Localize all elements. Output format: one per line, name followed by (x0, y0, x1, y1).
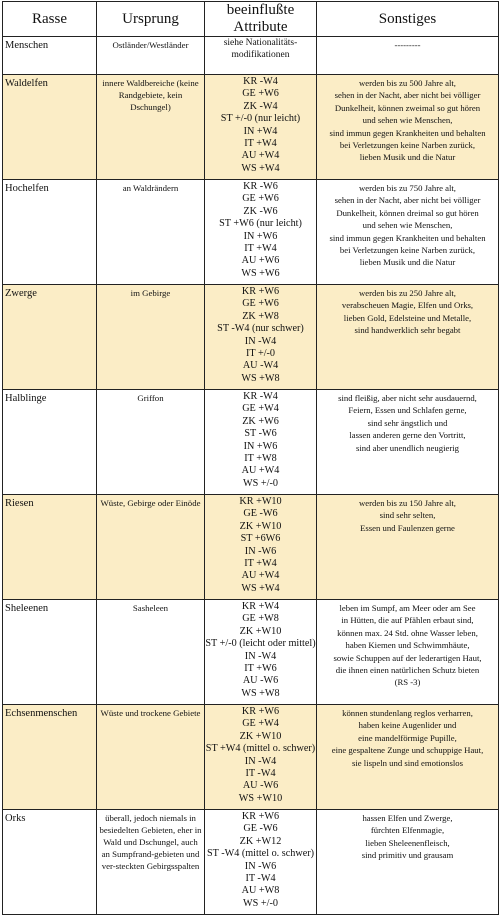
race-name: Zwerge (3, 285, 97, 390)
race-notes (317, 495, 499, 600)
note-line: sehen in der Nacht, aber nicht bei völliger (334, 90, 481, 101)
table-row (3, 37, 499, 75)
attribute-line: IT +W4 (244, 243, 277, 255)
races-table-sheet (2, 1, 498, 915)
attribute-line: KR +W4 (241, 601, 280, 612)
attribute-line: GE +W6 (242, 298, 279, 310)
attribute-line: GE +W4 (242, 718, 279, 730)
note-line: sind sehr selten, (379, 510, 436, 521)
attribute-line: ZK -W4 (243, 100, 278, 112)
attribute-line: AU +W6 (241, 255, 280, 267)
race-notes (317, 705, 499, 810)
note-line: und sehen wie Menschen, (362, 115, 453, 126)
race-name: Orks (3, 810, 97, 915)
attribute-line: ZK +W10 (239, 730, 282, 742)
attribute-line: KR -W4 (243, 391, 278, 402)
attribute-line: IN -W4 (244, 650, 277, 662)
race-attributes (205, 810, 317, 915)
note-line: sind sehr ängstlich und (367, 417, 448, 428)
attribute-line: IN -W4 (244, 755, 277, 767)
race-attributes (205, 75, 317, 180)
attribute-line: IT +/-0 (245, 348, 276, 360)
attribute-line: WS +W8 (241, 687, 280, 699)
race-name: Hochelfen (3, 180, 97, 285)
race-origin: im Gebirge (97, 285, 205, 390)
note-line: bei Verletzungen keine Narben zurück, (339, 140, 476, 151)
note-line: leben im Sumpf, am Meer oder am See (339, 603, 476, 613)
table-row (3, 600, 499, 705)
note-line: sind immun gegen Krankheiten und behalten (329, 232, 486, 243)
attribute-line: IT +W4 (244, 138, 277, 150)
attribute-line: WS +W8 (241, 372, 280, 384)
attribute-line: IT +W4 (244, 558, 277, 570)
note-line: sind fleißig, aber nicht sehr ausdauernd, (338, 393, 477, 403)
note-line: fürchten Elfenmagie, (370, 825, 445, 836)
attribute-line: ST +W4 (mittel o. schwer) (205, 743, 316, 755)
race-name: Halblinge (3, 390, 97, 495)
race-notes (317, 75, 499, 180)
attribute-line: IT +W8 (244, 453, 277, 465)
race-name: Menschen (3, 37, 97, 75)
attribute-line: IN -W6 (244, 545, 277, 557)
attribute-line: KR -W6 (243, 181, 278, 192)
note-line: lieben Sheleenenfleisch, (365, 837, 450, 848)
note-line: und sehen wie Menschen, (362, 220, 453, 231)
note-line: sind aber unendlich neugierig (355, 442, 459, 453)
header-ursprung: Ursprung (97, 2, 205, 37)
attribute-line: AU -W6 (242, 675, 279, 687)
attribute-line: GE +W8 (242, 613, 279, 625)
attribute-line: IN -W6 (244, 860, 277, 872)
table-row (3, 285, 499, 390)
race-origin: Griffon (97, 390, 205, 495)
race-origin: Ostländer/Westländer (97, 37, 205, 75)
attribute-line: ZK +W10 (239, 625, 282, 637)
attribute-line: AU +W4 (241, 570, 280, 582)
race-origin: innere Waldbereiche (keine Randgebiete, kein Dschungel) (97, 75, 205, 180)
note-line: sowie Schuppen auf der lederartigen Haut, (333, 652, 482, 663)
note-line: verabscheuen Magie, Elfen und Orks, (341, 300, 474, 311)
table-row (3, 75, 499, 180)
note-line: lieben Musik und die Natur (359, 152, 456, 163)
note-line: haben Kiemen und Schwimmhäute, (345, 640, 470, 651)
note-line: können stundenlang reglos verharren, (342, 708, 473, 718)
attribute-line: AU +W4 (241, 150, 280, 162)
races-table (2, 1, 499, 915)
note-line: sehen in der Nacht, aber nicht bei völliger (334, 195, 481, 206)
race-notes (317, 390, 499, 495)
attribute-line: KR -W4 (243, 76, 278, 87)
attribute-line: WS +/-0 (243, 897, 278, 909)
races-table-body (3, 37, 499, 915)
attribute-line: ST -W4 (mittel o. schwer) (206, 848, 315, 860)
race-origin: an Waldrändern (97, 180, 205, 285)
note-line: Feiern, Essen und Schlafen gerne, (348, 405, 467, 416)
table-row (3, 810, 499, 915)
race-origin: Sasheleen (97, 600, 205, 705)
note-line: sind handwerklich sehr begabt (354, 325, 461, 336)
note-line: haben keine Augenlider und (358, 720, 457, 731)
race-attributes (205, 285, 317, 390)
note-line: --------- (394, 40, 421, 50)
attribute-line: modifikationen (231, 49, 290, 60)
attribute-line: ST -W4 (nur schwer) (217, 323, 304, 335)
attribute-line: WS +W4 (241, 582, 280, 594)
attribute-line: GE +W4 (242, 403, 279, 415)
header-attribute: beeinflußte Attribute (205, 2, 317, 37)
note-line: werden bis zu 150 Jahre alt, (359, 498, 456, 508)
note-line: eine gespaltene Zunge und schuppige Haut, (331, 745, 484, 756)
attribute-line: WS +W6 (241, 267, 280, 279)
note-line: eine mandelförmige Pupille, (358, 732, 457, 743)
attribute-line: ST +W6 (nur leicht) (219, 218, 302, 230)
header-row (3, 2, 499, 37)
attribute-line: ZK +W12 (239, 835, 282, 847)
attribute-line: IN +W4 (243, 125, 278, 137)
race-origin: Wüste und trockene Gebiete (97, 705, 205, 810)
race-notes (317, 600, 499, 705)
race-attributes (205, 390, 317, 495)
note-line: hassen Elfen und Zwerge, (362, 813, 453, 823)
note-line: Dunkelheit, können dreimal so gut hören (336, 207, 479, 218)
attribute-line: siehe Nationalitäts- (223, 38, 298, 48)
attribute-line: AU -W4 (242, 360, 279, 372)
attribute-line: WS +/-0 (243, 477, 278, 489)
race-notes (317, 37, 499, 75)
attribute-line: IN -W4 (244, 335, 277, 347)
table-row (3, 705, 499, 810)
table-row (3, 180, 499, 285)
attribute-line: IT +W6 (244, 663, 277, 675)
note-line: Essen und Faulenzen gerne (360, 522, 455, 533)
attribute-line: IN +W6 (243, 230, 278, 242)
attribute-line: IT -W4 (245, 768, 276, 780)
race-notes (317, 810, 499, 915)
attribute-line: WS +W4 (241, 162, 280, 174)
note-line: sind immun gegen Krankheiten und behalten (329, 127, 486, 138)
attribute-line: KR +W6 (241, 706, 280, 717)
attribute-line: ST +/-0 (leicht oder mittel) (205, 638, 316, 650)
attribute-line: GE -W6 (243, 508, 278, 520)
attribute-line: GE +W6 (242, 88, 279, 100)
note-line: lassen anderen gerne den Vortritt, (349, 430, 466, 441)
note-line: werden bis zu 500 Jahre alt, (359, 78, 456, 88)
race-origin: Wüste, Gebirge oder Einöde (97, 495, 205, 600)
race-attributes (205, 180, 317, 285)
race-notes (317, 285, 499, 390)
attribute-line: ZK +W6 (242, 415, 279, 427)
attribute-line: KR +W6 (241, 286, 280, 297)
race-name: Echsenmenschen (3, 705, 97, 810)
attribute-line: ST -W6 (244, 428, 277, 440)
note-line: Dunkelheit, können zweimal so gut hören (334, 102, 481, 113)
note-line: sie lispeln und sind emotionslos (351, 757, 463, 768)
attribute-line: ST +6W6 (240, 533, 281, 545)
attribute-line: ST +/-0 (nur leicht) (220, 113, 301, 125)
header-sonstiges: Sonstiges (317, 2, 499, 37)
header-rasse: Rasse (3, 2, 97, 37)
note-line: bei Verletzungen keine Narben zurück, (339, 245, 476, 256)
note-line: die ihnen einen natürlichen Schutz bieten (335, 665, 480, 676)
attribute-line: KR +W10 (239, 496, 282, 507)
attribute-line: IN +W6 (243, 440, 278, 452)
race-origin: überall, jedoch niemals in besiedelten Gebieten, eher in Wald und Dschungel, auch an Sumpfrand-gebieten und ver-steckten Gebirgsspalten (97, 810, 205, 915)
attribute-line: GE -W6 (243, 823, 278, 835)
race-attributes (205, 37, 317, 75)
race-attributes (205, 495, 317, 600)
race-notes (317, 180, 499, 285)
attribute-line: AU +W4 (241, 465, 280, 477)
race-attributes (205, 600, 317, 705)
attribute-line: KR +W6 (241, 811, 280, 822)
attribute-line: GE +W6 (242, 193, 279, 205)
attribute-line: ZK +W8 (242, 310, 279, 322)
table-row (3, 390, 499, 495)
race-name: Riesen (3, 495, 97, 600)
attribute-line: IT -W4 (245, 873, 276, 885)
attribute-line: AU -W6 (242, 780, 279, 792)
note-line: werden bis zu 750 Jahre alt, (359, 183, 456, 193)
attribute-line: WS +W10 (238, 792, 283, 804)
note-line: können max. 24 Std. ohne Wasser leben, (337, 627, 478, 638)
race-name: Sheleenen (3, 600, 97, 705)
note-line: in Hütten, die auf Pfählen erbaut sind, (341, 615, 474, 626)
note-line: lieben Gold, Edelsteine und Metalle, (343, 312, 472, 323)
note-line: (RS -3) (394, 677, 421, 688)
attribute-line: ZK -W6 (243, 205, 278, 217)
race-name: Waldelfen (3, 75, 97, 180)
attribute-line: AU +W8 (241, 885, 280, 897)
table-row (3, 495, 499, 600)
note-line: sind primitiv und grausam (361, 850, 454, 861)
race-attributes (205, 705, 317, 810)
note-line: werden bis zu 250 Jahre alt, (359, 288, 456, 298)
note-line: lieben Musik und die Natur (359, 257, 456, 268)
attribute-line: ZK +W10 (239, 520, 282, 532)
